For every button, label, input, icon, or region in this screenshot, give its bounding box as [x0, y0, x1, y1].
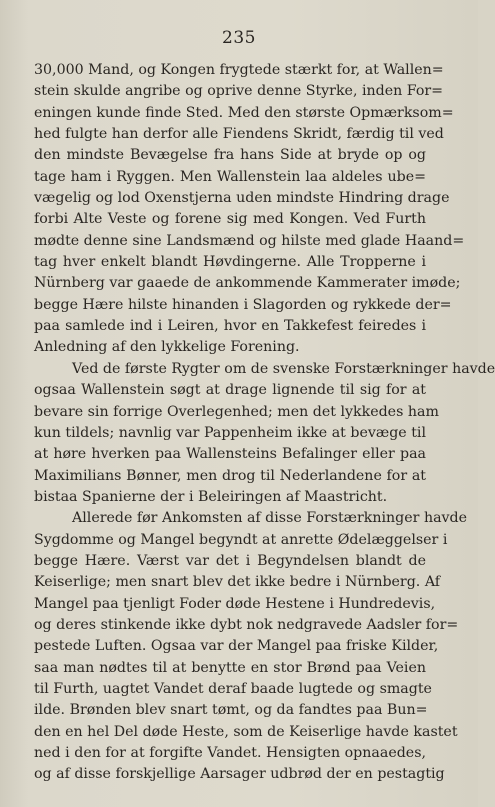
text-line: ned i den for at forgifte Vandet. Hensigten opnaaedes,	[34, 745, 426, 761]
text-line: Mangel paa tjenligt Foder døde Hestene i Hundredevis,	[34, 595, 436, 612]
text-line: begge Hære hilste hinanden i Slagorden og rykkede der=	[34, 296, 452, 313]
body-text	[34, 60, 495, 786]
text-line: mødte denne sine Landsmænd og hilste med glade Haand=	[34, 232, 465, 249]
text-line: tag hver enkelt blandt Høvdingerne. Alle Tropperne i	[34, 254, 426, 271]
text-line: og deres stinkende ikke dybt nok nedgravede Aadsler for=	[34, 616, 459, 633]
text-line: tage ham i Ryggen. Men Wallenstein laa aldeles ube=	[34, 168, 426, 185]
text-line: Sygdomme og Mangel begyndt at anrette Ødelæggelser i	[34, 531, 448, 548]
text-line: Ved de første Rygter om de svenske Forstærkninger havde	[72, 360, 495, 377]
text-line: at høre hverken paa Wallensteins Befalinger eller paa	[34, 446, 426, 463]
text-line: og af disse forskjellige Aarsager udbrød der en pestagtig	[34, 766, 445, 783]
text-line: vægelig og lod Oxenstjerna uden mindste Hindring drage	[34, 190, 450, 207]
text-line: paa samlede ind i Leiren, hvor en Takkefest feiredes i	[34, 318, 426, 335]
text-line: eningen kunde finde Sted. Med den største Opmærksom=	[34, 104, 454, 121]
page-number: 235	[222, 28, 256, 48]
text-line: stein skulde angribe og oprive denne Styrke, inden For=	[34, 83, 444, 100]
text-line: 30,000 Mand, og Kongen frygtede stærkt for, at Wallen=	[34, 62, 444, 78]
text-line: bevare sin forrige Overlegenhed; men det lykkedes ham	[34, 403, 439, 420]
text-line: ilde. Brønden blev snart tømt, og da fandtes paa Bun=	[34, 702, 428, 719]
text-line: Keiserlige; men snart blev det ikke bedre i Nürnberg. Af	[34, 574, 441, 591]
text-line: forbi Alte Veste og forene sig med Kongen. Ved Furth	[34, 211, 426, 228]
text-line: Maximilians Bønner, men drog til Nederlandene for at	[34, 467, 426, 484]
text-line: Anledning af den lykkelige Forening.	[34, 339, 300, 356]
text-line: begge Hære. Værst var det i Begyndelsen blandt de	[34, 552, 426, 569]
text-line: den en hel Del døde Heste, som de Keiserlige havde kastet	[34, 723, 458, 740]
text-line: kun tildels; navnlig var Pappenheim ikke at bevæge til	[34, 424, 426, 441]
text-line: pestede Luften. Ogsaa var der Mangel paa friske Kilder,	[34, 638, 439, 655]
text-line: saa man nødtes til at benytte en stor Brønd paa Veien	[34, 659, 426, 676]
text-line: ogsaa Wallenstein søgt at drage lignende til sig for at	[34, 382, 426, 399]
text-line: til Furth, uagtet Vandet deraf baade lugtede og smagte	[34, 680, 432, 697]
text-line: den mindste Bevægelse fra hans Side at bryde op og	[34, 147, 426, 164]
text-line: Nürnberg var gaaede de ankommende Kammerater imøde;	[34, 275, 461, 292]
text-line: Allerede før Ankomsten af disse Forstærkninger havde	[72, 510, 468, 527]
text-line: hed fulgte han derfor alle Fiendens Skridt, færdig til ved	[34, 126, 444, 143]
text-line: bistaa Spanierne der i Beleiringen af Maastricht.	[34, 488, 388, 505]
